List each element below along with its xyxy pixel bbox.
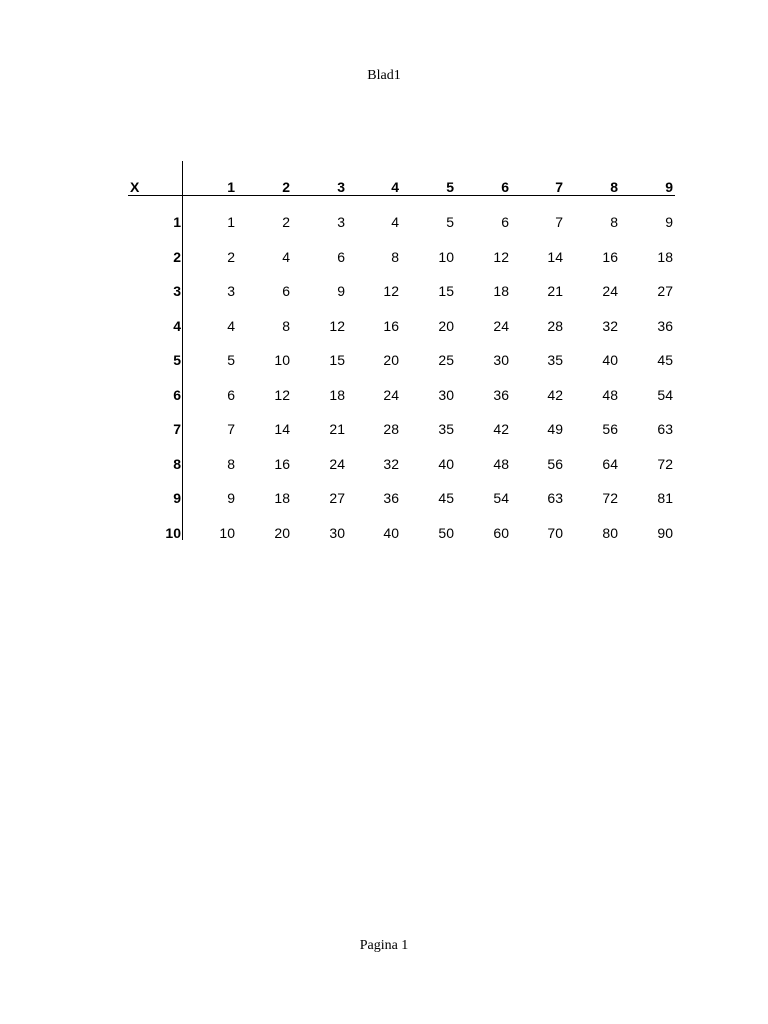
table-cell: 20 [274, 525, 290, 541]
table-cell: 42 [547, 387, 563, 403]
table-cell: 24 [602, 283, 618, 299]
table-cell: 40 [438, 456, 454, 472]
table-cell: 28 [547, 318, 563, 334]
table-cell: 9 [337, 283, 345, 299]
table-cell: 14 [274, 421, 290, 437]
table-cell: 27 [657, 283, 673, 299]
table-cell: 15 [438, 283, 454, 299]
row-header: 1 [173, 214, 181, 230]
table-cell: 24 [329, 456, 345, 472]
page-title: Blad1 [367, 68, 401, 83]
table-cell: 2 [227, 249, 235, 265]
table-cell: 30 [329, 525, 345, 541]
table-cell: 72 [657, 456, 673, 472]
corner-label: X [130, 179, 140, 195]
row-header-divider [182, 161, 183, 540]
table-cell: 2 [282, 214, 290, 230]
table-cell: 60 [493, 525, 509, 541]
table-cell: 18 [274, 490, 290, 506]
table-cell: 20 [383, 352, 399, 368]
table-cell: 30 [438, 387, 454, 403]
header-divider [128, 195, 675, 196]
table-cell: 4 [282, 249, 290, 265]
table-cell: 18 [657, 249, 673, 265]
row-header: 5 [173, 352, 181, 368]
table-cell: 12 [274, 387, 290, 403]
row-header: 10 [165, 525, 181, 541]
row-header: 2 [173, 249, 181, 265]
table-cell: 48 [493, 456, 509, 472]
table-cell: 12 [383, 283, 399, 299]
table-cell: 40 [383, 525, 399, 541]
page-footer: Pagina 1 [359, 938, 409, 953]
table-cell: 15 [329, 352, 345, 368]
table-cell: 7 [555, 214, 563, 230]
table-cell: 12 [329, 318, 345, 334]
column-header: 9 [665, 179, 673, 195]
table-cell: 21 [329, 421, 345, 437]
row-header: 9 [173, 490, 181, 506]
table-cell: 35 [438, 421, 454, 437]
table-cell: 6 [282, 283, 290, 299]
table-cell: 24 [383, 387, 399, 403]
table-cell: 8 [227, 456, 235, 472]
table-cell: 4 [227, 318, 235, 334]
row-header: 6 [173, 387, 181, 403]
row-header: 7 [173, 421, 181, 437]
column-header: 1 [227, 179, 235, 195]
table-cell: 6 [337, 249, 345, 265]
table-cell: 18 [329, 387, 345, 403]
table-cell: 10 [274, 352, 290, 368]
column-header: 7 [555, 179, 563, 195]
table-cell: 32 [383, 456, 399, 472]
table-cell: 6 [227, 387, 235, 403]
table-cell: 10 [219, 525, 235, 541]
table-cell: 56 [602, 421, 618, 437]
row-header: 8 [173, 456, 181, 472]
table-cell: 27 [329, 490, 345, 506]
table-cell: 20 [438, 318, 454, 334]
row-header: 3 [173, 283, 181, 299]
column-header: 8 [610, 179, 618, 195]
table-cell: 48 [602, 387, 618, 403]
table-cell: 36 [383, 490, 399, 506]
row-header: 4 [173, 318, 181, 334]
table-cell: 9 [665, 214, 673, 230]
table-cell: 40 [602, 352, 618, 368]
table-cell: 50 [438, 525, 454, 541]
table-cell: 63 [657, 421, 673, 437]
column-header: 6 [501, 179, 509, 195]
column-header: 2 [282, 179, 290, 195]
table-cell: 1 [227, 214, 235, 230]
table-cell: 9 [227, 490, 235, 506]
table-cell: 32 [602, 318, 618, 334]
table-cell: 70 [547, 525, 563, 541]
column-header: 5 [446, 179, 454, 195]
table-cell: 64 [602, 456, 618, 472]
table-cell: 54 [493, 490, 509, 506]
table-cell: 7 [227, 421, 235, 437]
table-cell: 18 [493, 283, 509, 299]
table-cell: 5 [446, 214, 454, 230]
table-cell: 16 [602, 249, 618, 265]
table-cell: 3 [337, 214, 345, 230]
table-cell: 8 [391, 249, 399, 265]
table-cell: 8 [282, 318, 290, 334]
table-cell: 25 [438, 352, 454, 368]
table-cell: 12 [493, 249, 509, 265]
table-cell: 6 [501, 214, 509, 230]
table-cell: 45 [657, 352, 673, 368]
table-cell: 72 [602, 490, 618, 506]
table-cell: 16 [274, 456, 290, 472]
table-cell: 21 [547, 283, 563, 299]
table-cell: 4 [391, 214, 399, 230]
table-cell: 30 [493, 352, 509, 368]
table-cell: 10 [438, 249, 454, 265]
table-cell: 35 [547, 352, 563, 368]
table-cell: 49 [547, 421, 563, 437]
table-cell: 14 [547, 249, 563, 265]
table-cell: 63 [547, 490, 563, 506]
table-cell: 42 [493, 421, 509, 437]
column-header: 4 [391, 179, 399, 195]
column-header: 3 [337, 179, 345, 195]
table-cell: 36 [493, 387, 509, 403]
table-cell: 80 [602, 525, 618, 541]
table-cell: 5 [227, 352, 235, 368]
table-cell: 16 [383, 318, 399, 334]
table-cell: 90 [657, 525, 673, 541]
table-cell: 45 [438, 490, 454, 506]
table-cell: 36 [657, 318, 673, 334]
table-cell: 28 [383, 421, 399, 437]
table-cell: 3 [227, 283, 235, 299]
table-cell: 56 [547, 456, 563, 472]
table-cell: 54 [657, 387, 673, 403]
table-cell: 8 [610, 214, 618, 230]
table-cell: 81 [657, 490, 673, 506]
table-cell: 24 [493, 318, 509, 334]
